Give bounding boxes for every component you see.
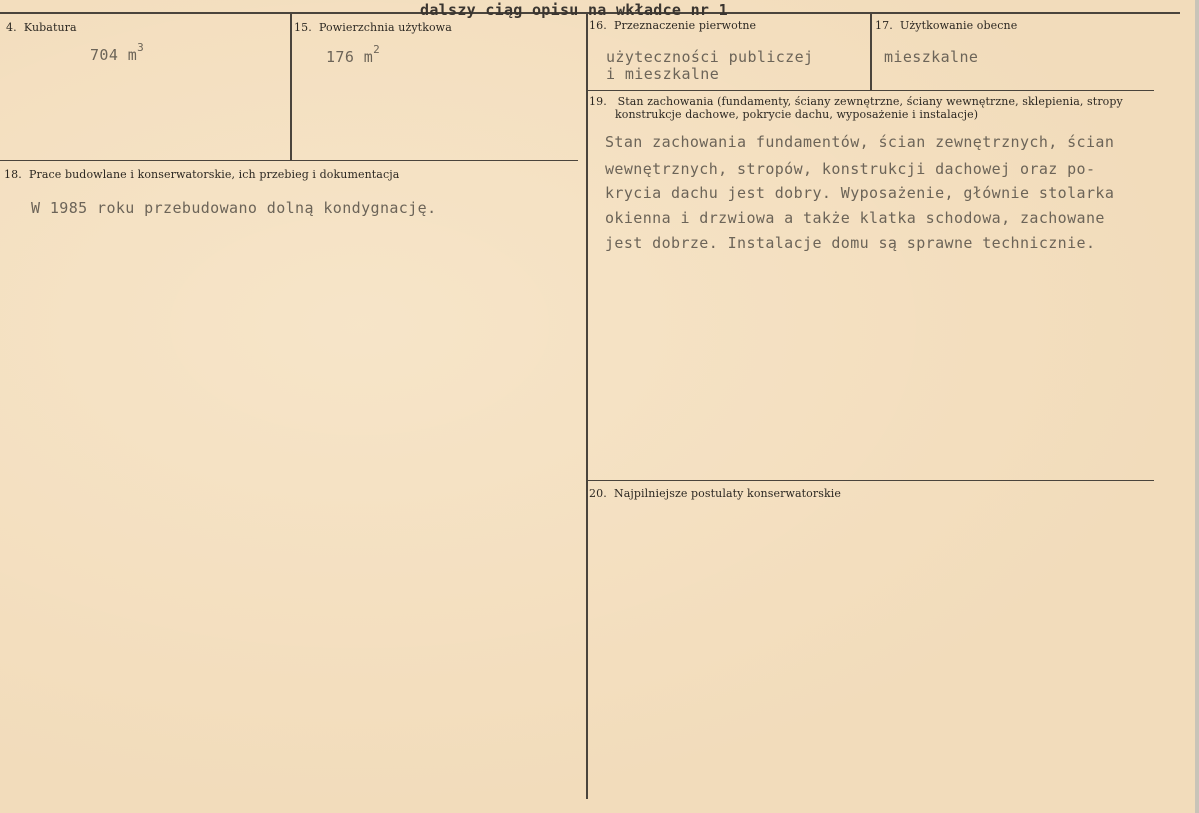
field-17-value: mieszkalne [884,48,979,66]
field-14-title: Kubatura [23,21,77,34]
field-14-value [90,41,145,64]
field-18-value: W 1985 roku przebudowano dolną kondygnację. [31,199,437,217]
field-20-label [589,487,841,500]
divider-14-15 [290,13,292,161]
volume-value: 704 m [90,46,138,64]
field-19-label-line-1 [589,95,1123,108]
field-18-title: Prace budowlane i konserwatorskie, ich przebieg i dokumentacja [29,168,400,181]
field-14-label [6,21,77,34]
field-19-label-line-2: konstrukcje dachowe, pokrycie dachu, wyposażenie i instalacje) [615,108,979,121]
field-19-value-line-3: krycia dachu jest dobry. Wyposażenie, głównie stolarka [605,184,1115,202]
field-15-number: 15. [294,21,312,34]
field-16-number: 16. [589,19,607,32]
field-19-number: 19. [589,95,607,108]
field-17-title: Użytkowanie obecne [900,19,1018,32]
field-17-label [875,19,1017,32]
field-20-title: Najpilniejsze postulaty konserwatorskie [614,487,841,500]
divider-19-20 [586,480,1154,481]
field-18-number: 18. [4,168,22,181]
divider-16-17 [870,13,872,90]
field-19-title: Stan zachowania (fundamenty, ściany zewnętrzne, ściany wewnętrzne, sklepienia, stropy [617,95,1123,108]
field-20-number: 20. [589,487,607,500]
field-16-title: Przeznaczenie pierwotne [614,19,757,32]
field-16-value-line-1: użyteczności publiczej [606,48,814,66]
page-edge [1195,0,1199,813]
continuation-note: dalszy ciąg opisu na wkładce nr 1 [420,1,728,19]
volume-exponent: 3 [137,41,145,54]
area-exponent: 2 [373,43,381,56]
field-18-label [4,168,399,181]
field-19-value-line-1: Stan zachowania fundamentów, ścian zewnętrznych, ścian [605,133,1115,151]
field-15-label [294,21,452,34]
field-16-value-line-2: i mieszkalne [606,65,720,83]
field-17-number: 17. [875,19,893,32]
main-column-divider [586,13,588,799]
field-19-value-line-5: jest dobrze. Instalacje domu są sprawne technicznie. [605,234,1096,252]
divider-14-18 [0,160,578,161]
field-16-label [589,19,756,32]
area-value: 176 m [326,48,374,66]
divider-16-19 [586,90,1154,91]
field-19-value-line-2: wewnętrznych, stropów, konstrukcji dachowej oraz po- [605,160,1096,178]
field-19-value-line-4: okienna i drzwiowa a także klatka schodowa, zachowane [605,209,1105,227]
field-15-value [326,43,381,66]
field-15-title: Powierzchnia użytkowa [319,21,452,34]
field-14-number: 4. [6,21,17,34]
